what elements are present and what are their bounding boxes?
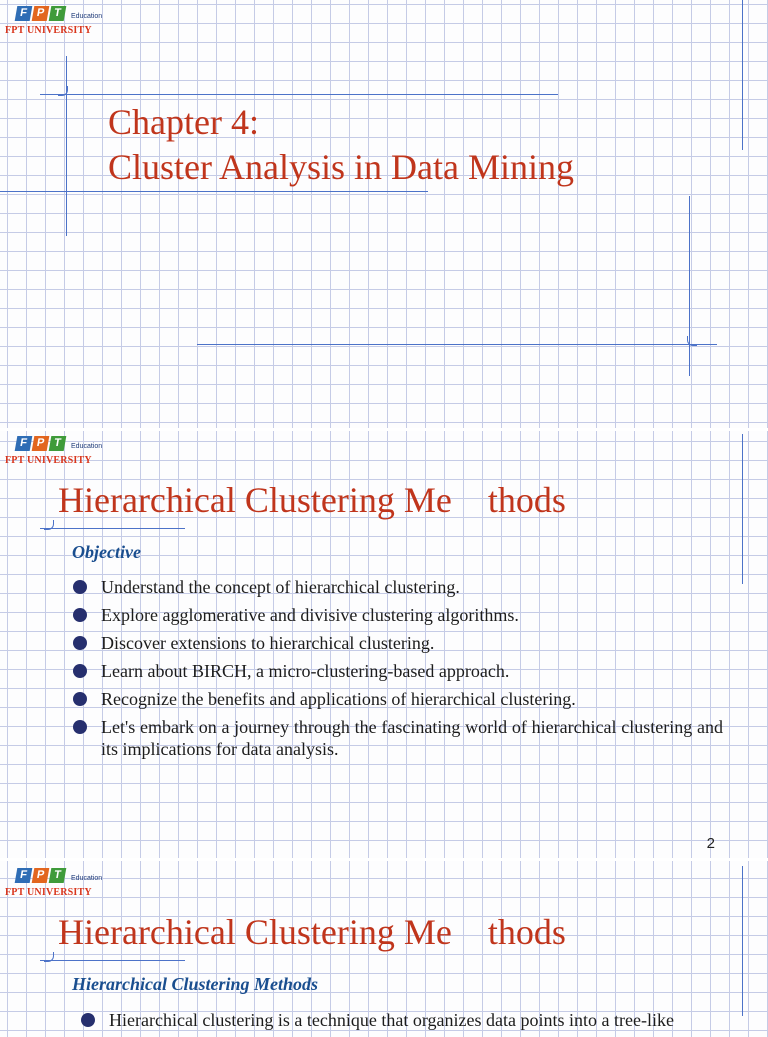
- section-heading: Hierarchical Clustering Methods: [72, 974, 319, 994]
- bullet-icon: [73, 608, 87, 622]
- bullet-icon: [73, 692, 87, 706]
- decor-line: [742, 0, 743, 150]
- logo-letter-t: T: [49, 436, 67, 451]
- logo-letter-f: F: [15, 436, 33, 451]
- decor-line: [197, 344, 717, 345]
- list-item: [72, 716, 723, 760]
- list-item-text: Discover extensions to hierarchical clustering.: [101, 633, 435, 653]
- list-item: [72, 632, 723, 654]
- page-number: 2: [706, 835, 715, 852]
- university-name: FPT UNIVERSITY: [5, 887, 92, 898]
- logo-letter-p: P: [32, 6, 50, 21]
- list-item: [72, 604, 723, 626]
- logo-education-text: Education: [71, 443, 103, 450]
- bullet-icon: [73, 636, 87, 650]
- slide-title: Hierarchical Clustering Me thods: [58, 912, 566, 952]
- chapter-title: [108, 100, 574, 190]
- list-item: [80, 1009, 725, 1031]
- bullet-icon: [73, 720, 87, 734]
- bullet-icon: [73, 664, 87, 678]
- fpt-logo: [5, 868, 102, 898]
- university-name: FPT UNIVERSITY: [5, 455, 92, 466]
- decor-line: [689, 196, 690, 376]
- list-item-text: Let's embark on a journey through the fascinating world of hierarchical clustering and its implications for data analysis.: [101, 717, 723, 759]
- list-item-text: Recognize the benefits and applications of hierarchical clustering.: [101, 689, 576, 709]
- logo-letter-f: F: [15, 868, 33, 883]
- objective-list: [72, 576, 723, 766]
- slide-title: Hierarchical Clustering Me thods: [58, 480, 566, 520]
- logo-education-text: Education: [71, 875, 103, 882]
- list-item: [72, 576, 723, 598]
- bullet-icon: [73, 580, 87, 594]
- chapter-title-line-1: Chapter 4:: [108, 102, 259, 142]
- decor-line: [742, 434, 743, 584]
- list-item: [72, 660, 723, 682]
- list-item-text: Learn about BIRCH, a micro-clustering-based approach.: [101, 661, 510, 681]
- slide-separator: [0, 858, 768, 861]
- decor-line: [66, 56, 67, 236]
- decor-line: [40, 528, 185, 529]
- slide-3: [0, 862, 768, 1030]
- logo-letter-t: T: [49, 6, 67, 21]
- objective-heading: Objective: [72, 542, 141, 562]
- chapter-title-line-2: Cluster Analysis in Data Mining: [108, 147, 574, 187]
- list-item: [72, 688, 723, 710]
- slide-1: [0, 0, 768, 428]
- content-list: [80, 1009, 725, 1037]
- logo-letter-p: P: [32, 868, 50, 883]
- logo-letter-p: P: [32, 436, 50, 451]
- decor-line: [40, 960, 185, 961]
- list-item-text: Hierarchical clustering is a technique that organizes data points into a tree-like: [109, 1010, 674, 1030]
- slide-2: [0, 430, 768, 858]
- decor-line: [742, 866, 743, 1016]
- logo-education-text: Education: [71, 13, 103, 20]
- decor-line: [0, 191, 428, 192]
- university-name: FPT UNIVERSITY: [5, 25, 92, 36]
- fpt-logo: [5, 436, 102, 466]
- corner-hook-icon: [687, 336, 697, 346]
- bullet-icon: [81, 1013, 95, 1027]
- fpt-logo: [5, 6, 102, 36]
- list-item-text: Explore agglomerative and divisive clustering algorithms.: [101, 605, 519, 625]
- logo-letter-t: T: [49, 868, 67, 883]
- logo-letter-f: F: [15, 6, 33, 21]
- list-item-text: Understand the concept of hierarchical clustering.: [101, 577, 460, 597]
- decor-line: [40, 94, 558, 95]
